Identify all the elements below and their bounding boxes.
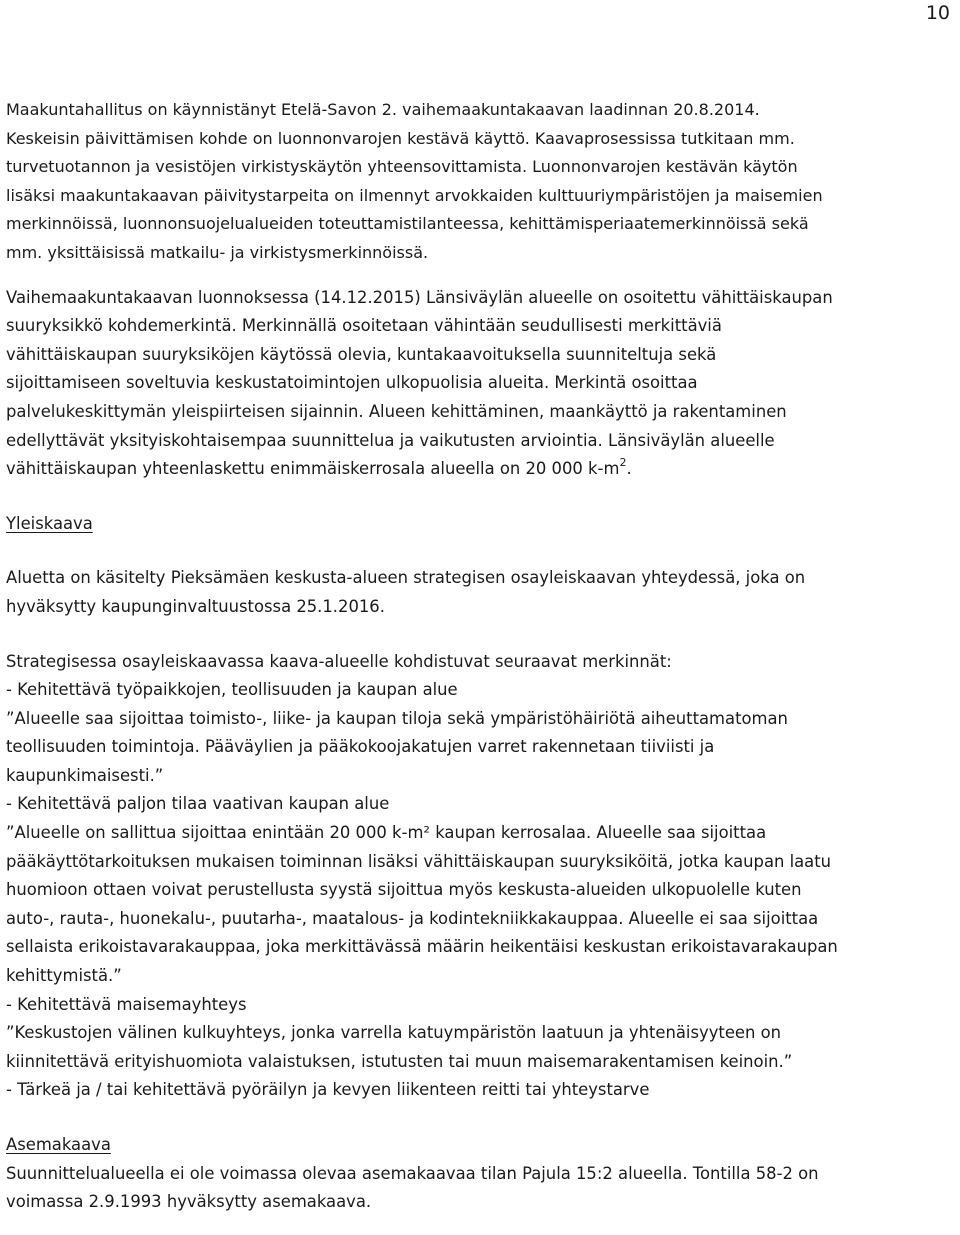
quote-line: kehittymistä.” — [6, 966, 122, 986]
text-line: voimassa 2.9.1993 hyväksytty asemakaava. — [6, 1192, 372, 1212]
text-line: Aluetta on käsitelty Pieksämäen keskusta-alueen strategisen osayleiskaavan yhteydessä, joka on — [6, 568, 806, 588]
list-item: - Kehitettävä työpaikkojen, teollisuuden ja kaupan alue — [6, 680, 458, 700]
text-line: Suunnittelualueella ei ole voimassa olevaa asemakaavaa tilan Pajula 15:2 alueella. Tontilla 58-2 on — [6, 1163, 819, 1183]
asemakaava-heading: Asemakaava — [6, 1135, 111, 1154]
text-line: Keskeisin päivittämisen kohde on luonnonvarojen kestävä käyttö. Kaavaprosessissa tutkitaan mm. — [6, 128, 795, 148]
text-line: edellyttävät yksityiskohtaisempaa suunnittelua ja vaikutusten arviointia. Länsiväylän alueelle — [6, 430, 775, 450]
text-line: lisäksi maakuntakaavan päivitystarpeita on ilmennyt arvokkaiden kulttuuriympäristöjen ja maisemien — [6, 185, 823, 205]
luonnos-paragraph — [6, 284, 951, 484]
quote-line: pääkäyttötarkoituksen mukaisen toiminnan lisäksi vähittäiskaupan suuryksiköitä, jotka kaupan laatu — [6, 851, 832, 871]
text-line: merkinnöissä, luonnonsuojelualueiden toteuttamistilanteessa, kehittämisperiaatemerkinnöissä sekä — [6, 214, 809, 234]
list-item: - Tärkeä ja / tai kehitettävä pyöräilyn ja kevyen liikenteen reitti tai yhteystarve — [6, 1080, 650, 1100]
quote-line: auto-, rauta-, huonekalu-, puutarha-, maatalous- ja kodintekniikkakauppaa. Alueelle ei saa sijoittaa — [6, 908, 819, 928]
quote-line: kaupunkimaisesti.” — [6, 765, 164, 785]
text-segment: . — [626, 459, 632, 479]
quote-line: ”Keskustojen välinen kulkuyhteys, jonka varrella katuympäristön laatuun ja yhtenäisyyteen on — [6, 1023, 782, 1043]
text-line: Strategisessa osayleiskaavassa kaava-alueelle kohdistuvat seuraavat merkinnät: — [6, 651, 672, 671]
text-line: turvetuotannon ja vesistöjen virkistyskäytön yhteensovittamista. Luonnonvarojen kestävän käytön — [6, 157, 798, 177]
text-line: Maakuntahallitus on käynnistänyt Etelä-Savon 2. vaihemaakuntakaavan laadinnan 20.8.2014. — [6, 100, 760, 119]
text-segment: vähittäiskaupan yhteenlaskettu enimmäiskerrosala alueella on 20 000 k-m — [6, 459, 620, 479]
text-line: vähittäiskaupan suuryksiköjen käytössä olevia, kuntakaavoituksella suunniteltuja sekä — [6, 344, 717, 364]
list-item: - Kehitettävä maisemayhteys — [6, 994, 247, 1014]
quote-line: ”Alueelle on sallittua sijoittaa enintään 20 000 k-m² kaupan kerrosalaa. Alueelle saa sijoittaa — [6, 823, 767, 843]
text-line: palvelukeskittymän yleispiirteisen sijainnin. Alueen kehittäminen, maankäyttö ja rakentaminen — [6, 401, 787, 421]
list-item: - Kehitettävä paljon tilaa vaativan kaupan alue — [6, 794, 390, 814]
quote-line: sellaista erikoistavarakauppaa, joka merkittävässä määrin heikentäisi keskustan erikoistavarakaupan — [6, 937, 838, 957]
quote-line: ”Alueelle saa sijoittaa toimisto-, liike- ja kaupan tiloja sekä ympäristöhäiriötä aiheuttamatoman — [6, 708, 788, 728]
text-line: suuryksikkö kohdemerkintä. Merkinnällä osoitetaan vähintään seudullisesti merkittäviä — [6, 316, 722, 336]
quote-line: kiinnitettävä erityishuomiota valaistuksen, istutusten tai muun maisemarakentamisen keinoin.” — [6, 1051, 793, 1071]
text-line: sijoittamiseen soveltuvia keskustatoimintojen ulkopuolisia alueita. Merkintä osoittaa — [6, 373, 698, 393]
document-body — [6, 96, 951, 1217]
strategic-paragraph — [6, 648, 951, 1106]
asemakaava-paragraph — [6, 1160, 951, 1217]
text-line: Vaihemaakuntakaavan luonnoksessa (14.12.2015) Länsiväylän alueelle on osoitettu vähittäiskaupan — [6, 287, 833, 307]
page-number: 10 — [925, 2, 950, 24]
text-line: hyväksytty kaupunginvaltuustossa 25.1.2016. — [6, 596, 385, 616]
text-line — [6, 455, 951, 484]
yleiskaava-heading: Yleiskaava — [6, 513, 93, 533]
intro-paragraph — [6, 96, 951, 268]
text-line: mm. yksittäisissä matkailu- ja virkistysmerkinnöissä. — [6, 242, 429, 262]
superscript: 2 — [619, 456, 627, 470]
quote-line: teollisuuden toimintoja. Pääväylien ja pääkokoojakatujen varret rakennetaan tiiviisti ja — [6, 737, 715, 757]
yleiskaava-paragraph — [6, 564, 951, 621]
quote-line: huomioon ottaen voivat perustellusta syystä sijoittua myös keskusta-alueiden ulkopuolelle kuten — [6, 880, 802, 900]
